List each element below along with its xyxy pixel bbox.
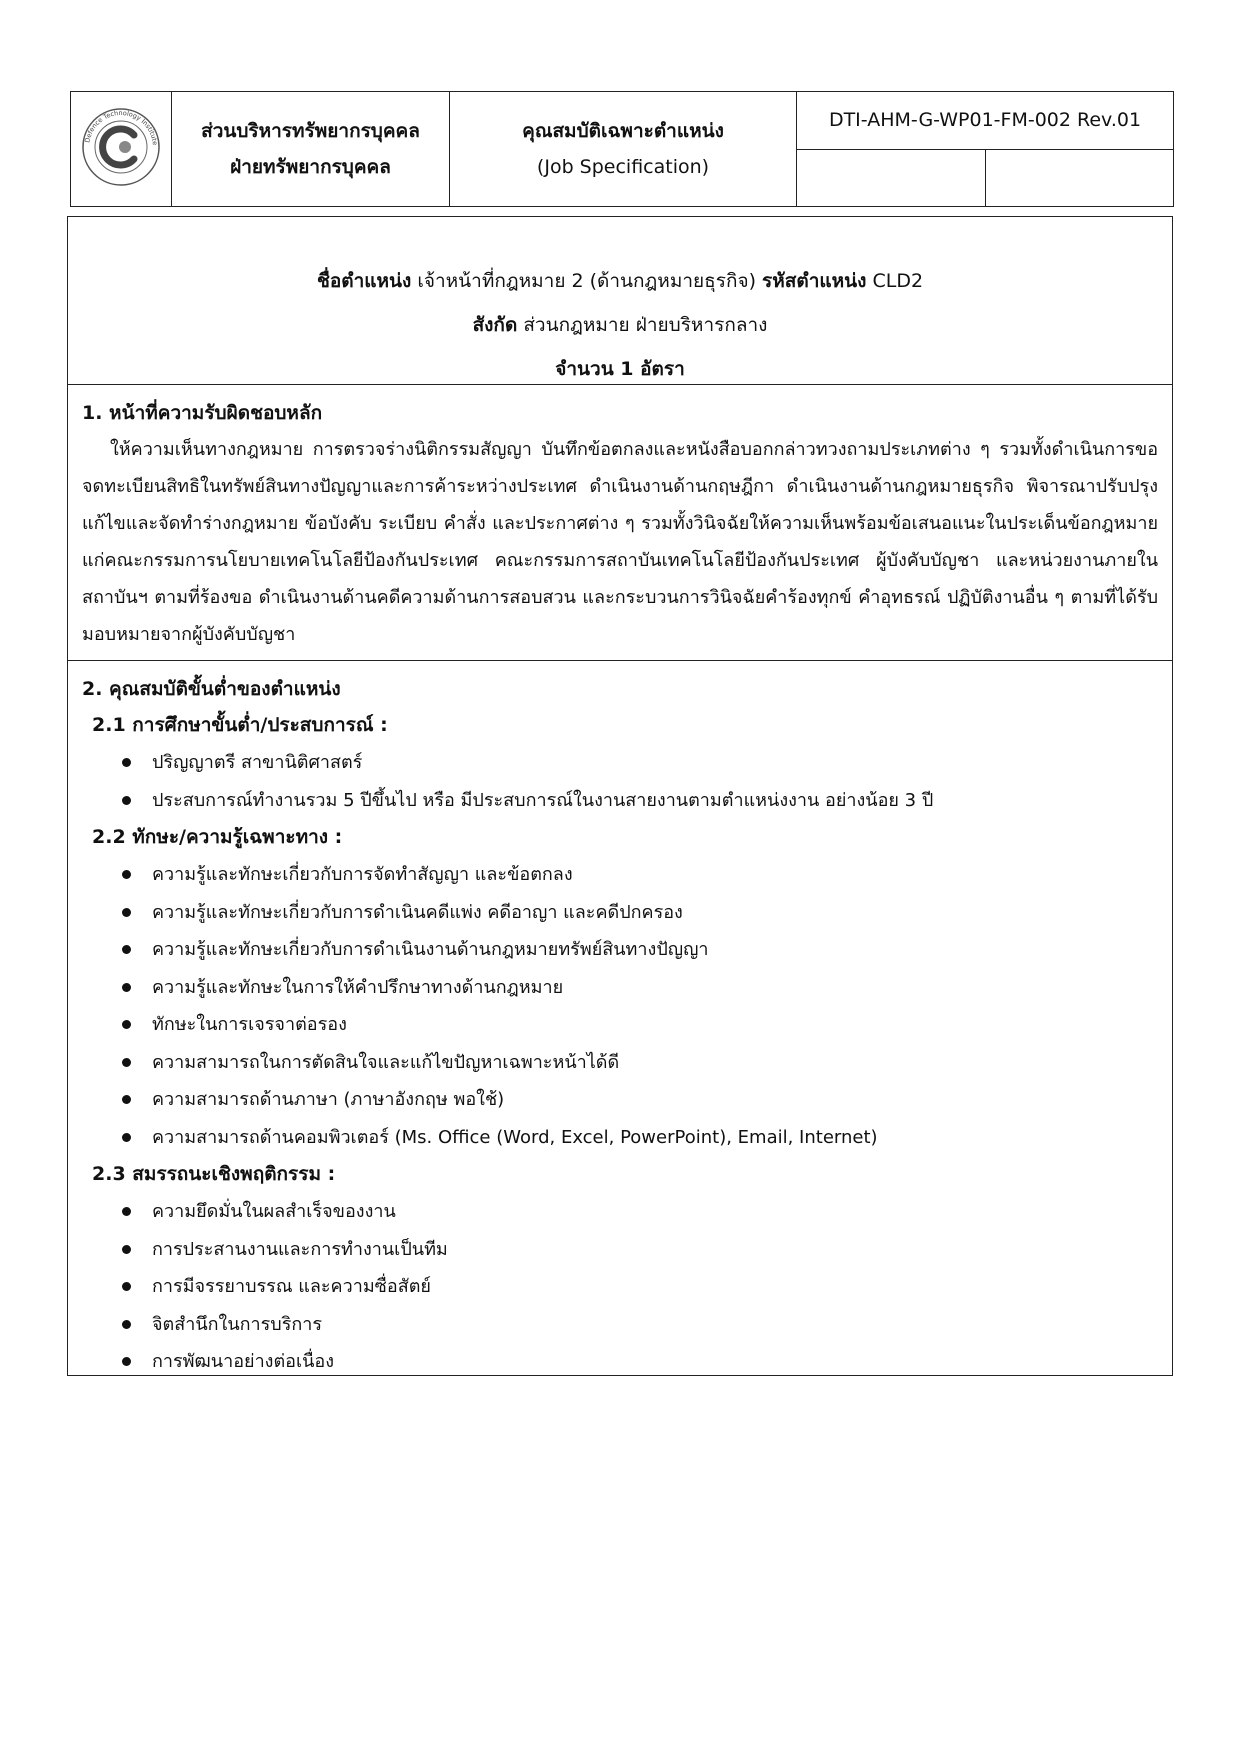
bullet-icon xyxy=(122,758,131,767)
department-cell xyxy=(172,92,450,207)
list-item-text: ความยึดมั่นในผลสำเร็จของงาน xyxy=(152,1201,396,1222)
list-item xyxy=(82,1193,1158,1231)
department-line2: ฝ่ายทรัพยากรบุคคล xyxy=(230,156,391,178)
list-item xyxy=(82,969,1158,1007)
bullet-icon xyxy=(122,1133,131,1142)
sub3-title: 2.3 สมรรถนะเชิงพฤติกรรม : xyxy=(92,1163,336,1185)
logo-cell xyxy=(71,92,172,207)
bullet-icon xyxy=(122,945,131,954)
list-item xyxy=(82,1119,1158,1157)
list-item-text: ความรู้และทักษะในการให้คำปรึกษาทางด้านกฎหมาย xyxy=(152,976,564,998)
bullet-icon xyxy=(122,796,131,805)
list-item xyxy=(82,1306,1158,1344)
list-item xyxy=(82,1081,1158,1119)
affiliation-value: ส่วนกฎหมาย ฝ่ายบริหารกลาง xyxy=(523,314,768,336)
doc-sub-cell-right xyxy=(985,149,1174,207)
position-block xyxy=(68,217,1172,385)
list-item-text: ความสามารถในการตัดสินใจและแก้ไขปัญหาเฉพาะหน้าได้ดี xyxy=(152,1051,620,1073)
list-item xyxy=(82,1231,1158,1269)
affiliation-label: สังกัด xyxy=(472,314,518,336)
bullet-icon xyxy=(122,1095,131,1104)
list-item-text: ความรู้และทักษะเกี่ยวกับการดำเนินคดีแพ่ง คดีอาญา และคดีปกครอง xyxy=(152,901,683,923)
list-item-text: การพัฒนาอย่างต่อเนื่อง xyxy=(152,1351,335,1372)
section1-body: ให้ความเห็นทางกฎหมาย การตรวจร่างนิติกรรมสัญญา บันทึกข้อตกลงและหนังสือบอกกล่าวทวงถามประเภทต่าง ๆ รวมทั้งดำเนินการขอจดทะเบียนสิทธิในทรัพย์สินทางปัญญาและการค้าระหว่างประเทศ ดำเนินงานด้านกฤษฎีกา ดำเนินงานด้านกฎหมายธุรกิจ พิจารณาปรับปรุงแก้ไขและจัดทำร่างกฎหมาย ข้อบังคับ ระเบียบ คำสั่ง และประกาศต่าง ๆ รวมทั้งวินิจฉัยให้ความเห็นพร้อมข้อเสนอแนะในประเด็นข้อกฎหมายแก่คณะกรรมการนโยบายเทคโนโลยีป้องกันประเทศ คณะกรรมการสถาบันเทคโนโลยีป้องกันประเทศ ผู้บังคับบัญชา และหน่วยงานภายในสถาบันฯ ตามที่ร้องขอ ดำเนินงานด้านคดีความด้านการสอบสวน และกระบวนการวินิจฉัยคำร้องทุกข์ คำอุทธรณ์ ปฏิบัติงานอื่น ๆ ตามที่ได้รับมอบหมายจากผู้บังคับบัญชา xyxy=(82,439,1158,645)
list-item-text: ความรู้และทักษะเกี่ยวกับการจัดทำสัญญา และข้อตกลง xyxy=(152,864,573,885)
logo-ring-text: Defence Technology Institute xyxy=(83,108,159,146)
bullet-icon xyxy=(122,870,131,879)
bullet-icon xyxy=(122,1245,131,1254)
position-code-label: รหัสตำแหน่ง xyxy=(762,270,867,292)
section1-title: 1. หน้าที่ความรับผิดชอบหลัก xyxy=(82,402,323,424)
section2-title: 2. คุณสมบัติขั้นต่ำของตำแหน่ง xyxy=(82,678,341,700)
sub1-title: 2.1 การศึกษาขั้นต่ำ/ประสบการณ์ : xyxy=(92,714,388,736)
institute-logo-icon xyxy=(79,105,163,189)
doc-code: DTI-AHM-G-WP01-FM-002 Rev.01 xyxy=(797,92,1174,150)
list-item xyxy=(82,1343,1158,1381)
list-item xyxy=(82,1044,1158,1082)
position-name-line xyxy=(68,259,1172,303)
sub3-list xyxy=(82,1193,1158,1381)
list-item-text: จิตสำนึกในการบริการ xyxy=(152,1313,323,1335)
list-item xyxy=(82,894,1158,932)
document-title-english: (Job Specification) xyxy=(536,156,710,178)
bullet-icon xyxy=(122,1357,131,1366)
list-item-text: ทักษะในการเจรจาต่อรอง xyxy=(152,1014,347,1035)
bullet-icon xyxy=(122,983,131,992)
doc-sub-cell-left xyxy=(797,149,986,207)
list-item xyxy=(82,1268,1158,1306)
position-quantity: จำนวน 1 อัตรา xyxy=(555,358,685,380)
sub2-list xyxy=(82,856,1158,1156)
section-responsibilities xyxy=(68,385,1172,661)
list-item xyxy=(82,1006,1158,1044)
document-title-thai: คุณสมบัติเฉพาะตำแหน่ง xyxy=(522,120,724,142)
bullet-icon xyxy=(122,1282,131,1291)
list-item xyxy=(82,782,1158,820)
bullet-icon xyxy=(122,1020,131,1029)
section-qualifications xyxy=(68,661,1172,1381)
list-item-text: ความรู้และทักษะเกี่ยวกับการดำเนินงานด้านกฎหมายทรัพย์สินทางปัญญา xyxy=(152,939,709,960)
position-code-value: CLD2 xyxy=(872,270,924,292)
list-item xyxy=(82,856,1158,894)
position-name-value: เจ้าหน้าที่กฎหมาย 2 (ด้านกฎหมายธุรกิจ) xyxy=(417,270,756,292)
list-item xyxy=(82,931,1158,969)
position-name-label: ชื่อตำแหน่ง xyxy=(316,270,412,292)
bullet-icon xyxy=(122,1058,131,1067)
job-spec-body xyxy=(67,216,1173,1376)
department-line1: ส่วนบริหารทรัพยากรบุคคล xyxy=(201,120,420,142)
list-item-text: ปริญญาตรี สาขานิติศาสตร์ xyxy=(152,752,363,773)
list-item-text: การมีจรรยาบรรณ และความซื่อสัตย์ xyxy=(152,1276,431,1297)
bullet-icon xyxy=(122,1207,131,1216)
list-item-text: การประสานงานและการทำงานเป็นทีม xyxy=(152,1238,448,1260)
bullet-icon xyxy=(122,908,131,917)
list-item-text: ความสามารถด้านภาษา (ภาษาอังกฤษ พอใช้) xyxy=(152,1089,505,1110)
document-header xyxy=(70,91,1174,207)
document-title-cell xyxy=(450,92,797,207)
list-item xyxy=(82,744,1158,782)
bullet-icon xyxy=(122,1320,131,1329)
list-item-text: ประสบการณ์ทำงานรวม 5 ปีขึ้นไป หรือ มีประสบการณ์ในงานสายงานตามตำแหน่งงาน อย่างน้อย 3 ปี xyxy=(152,789,934,811)
sub2-title: 2.2 ทักษะ/ความรู้เฉพาะทาง : xyxy=(92,826,343,848)
sub1-list xyxy=(82,744,1158,819)
list-item-text: ความสามารถด้านคอมพิวเตอร์ (Ms. Office (Word, Excel, PowerPoint), Email, Internet) xyxy=(152,1126,878,1148)
affiliation-line xyxy=(68,303,1172,347)
